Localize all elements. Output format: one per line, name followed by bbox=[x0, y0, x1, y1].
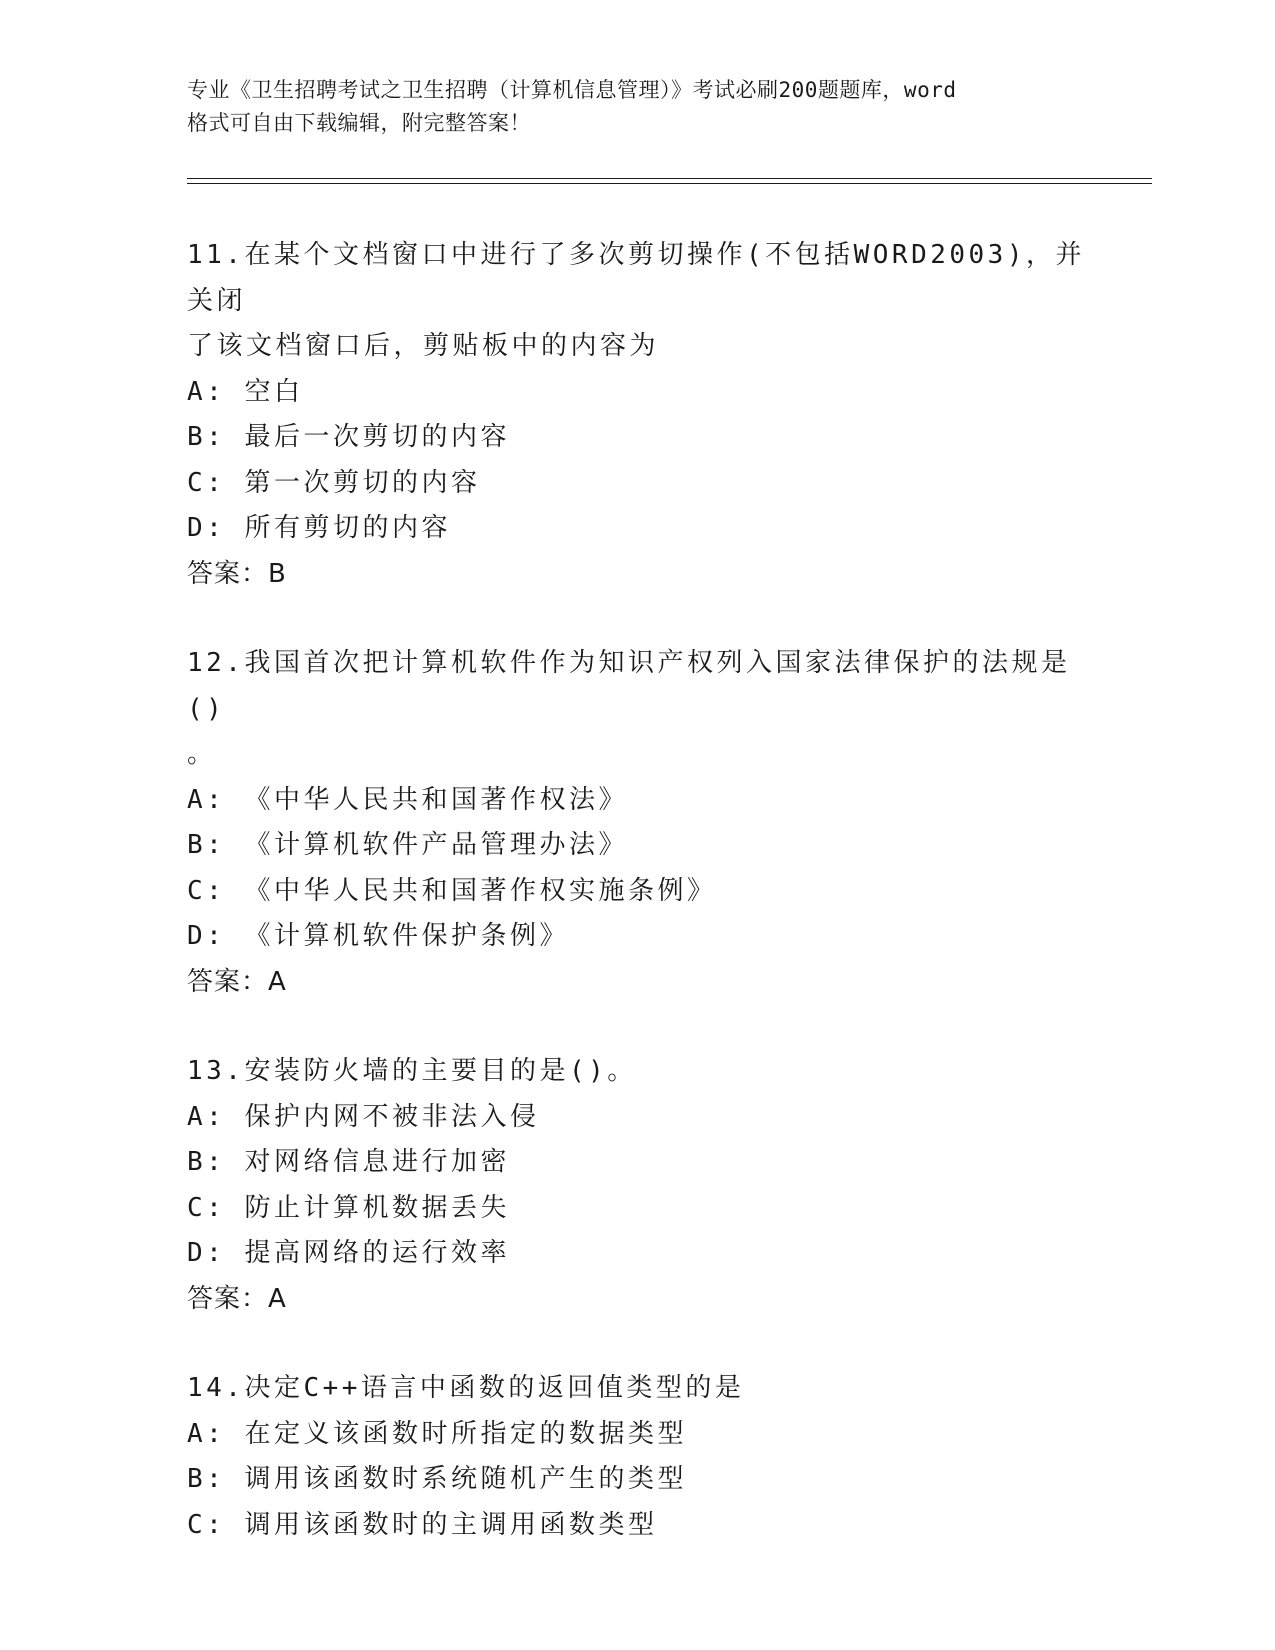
answer: 答案：A bbox=[187, 1283, 287, 1314]
option-b: B: 调用该函数时系统随机产生的类型 bbox=[187, 1464, 687, 1494]
header-line-2: 格式可自由下载编辑，附完整答案！ bbox=[187, 111, 531, 135]
document-header bbox=[187, 74, 1107, 140]
option-c: C: 第一次剪切的内容 bbox=[187, 467, 481, 498]
question-14 bbox=[187, 1366, 1087, 1548]
option-a: A: 《中华人民共和国著作权法》 bbox=[187, 784, 628, 815]
option-b: B: 最后一次剪切的内容 bbox=[187, 422, 510, 452]
question-text-cont: 。 bbox=[187, 739, 217, 769]
option-a: A: 保护内网不被非法入侵 bbox=[187, 1101, 540, 1132]
answer: 答案：A bbox=[187, 966, 287, 997]
option-c: C: 《中华人民共和国著作权实施条例》 bbox=[187, 875, 717, 906]
option-d: D: 提高网络的运行效率 bbox=[187, 1238, 510, 1268]
question-text: 12.我国首次把计算机软件作为知识产权列入国家法律保护的法规是() bbox=[187, 648, 1071, 724]
question-list bbox=[187, 233, 1087, 1592]
answer: 答案：B bbox=[187, 558, 287, 589]
question-12 bbox=[187, 641, 1087, 1005]
header-divider-bottom bbox=[187, 183, 1152, 184]
option-d: D: 《计算机软件保护条例》 bbox=[187, 921, 569, 951]
option-a: A: 在定义该函数时所指定的数据类型 bbox=[187, 1418, 687, 1449]
question-11 bbox=[187, 233, 1087, 597]
question-13 bbox=[187, 1049, 1087, 1322]
option-b: B: 对网络信息进行加密 bbox=[187, 1147, 510, 1177]
option-c: C: 防止计算机数据丢失 bbox=[187, 1192, 510, 1223]
option-a: A: 空白 bbox=[187, 376, 304, 407]
question-text: 14.决定C++语言中函数的返回值类型的是 bbox=[187, 1373, 745, 1403]
option-c: C: 调用该函数时的主调用函数类型 bbox=[187, 1509, 658, 1540]
header-line-1: 专业《卫生招聘考试之卫生招聘（计算机信息管理）》考试必刷200题题库，word bbox=[187, 78, 957, 102]
question-text: 13.安装防火墙的主要目的是()。 bbox=[187, 1056, 637, 1086]
option-b: B: 《计算机软件产品管理办法》 bbox=[187, 830, 628, 860]
question-text-cont: 了该文档窗口后，剪贴板中的内容为 bbox=[187, 331, 660, 361]
header-divider-top bbox=[187, 178, 1152, 179]
option-d: D: 所有剪切的内容 bbox=[187, 513, 451, 543]
question-text: 11.在某个文档窗口中进行了多次剪切操作(不包括WORD2003)，并关闭 bbox=[187, 240, 1085, 316]
